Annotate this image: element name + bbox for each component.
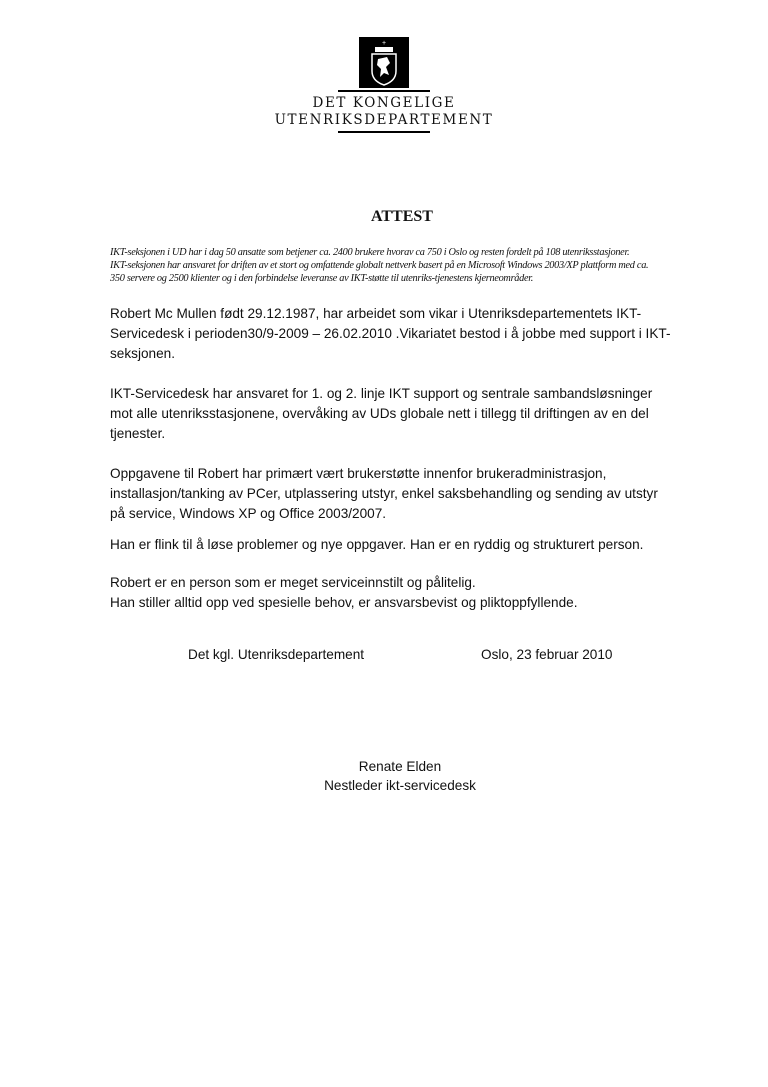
place-date: Oslo, 23 februar 2010 bbox=[481, 647, 613, 662]
paragraph-personality bbox=[110, 573, 710, 613]
org-name-line1: DET KONGELIGE bbox=[312, 95, 456, 111]
paragraph-employment bbox=[110, 304, 710, 364]
coat-of-arms-logo bbox=[359, 37, 409, 88]
text-line: Oppgavene til Robert har primært vært brukerstøtte innenfor brukeradministrasjon, bbox=[110, 466, 607, 481]
intro-line: IKT-seksjonen har ansvaret for driften av et stort og omfattende globalt nettverk basert på en Microsoft Windows 2003/XP plattform med ca. bbox=[110, 260, 649, 271]
text-line: Han stiller alltid opp ved spesielle behov, er ansvarsbevist og pliktoppfyllende. bbox=[110, 595, 578, 610]
text-line: Han er flink til å løse problemer og nye oppgaver. Han er en ryddig og strukturert person. bbox=[110, 537, 644, 552]
document-title: ATTEST bbox=[371, 208, 433, 225]
svg-text:+: + bbox=[381, 40, 387, 47]
text-line: Robert er en person som er meget serviceinnstilt og pålitelig. bbox=[110, 575, 476, 590]
signer-title: Nestleder ikt-servicedesk bbox=[324, 778, 476, 793]
intro-text bbox=[110, 246, 710, 285]
paragraph-skills bbox=[110, 535, 710, 555]
issuer: Det kgl. Utenriksdepartement bbox=[188, 647, 365, 662]
text-line: Servicedesk i perioden30/9-2009 – 26.02.2010 .Vikariatet bestod i å jobbe med support i IKT- bbox=[110, 326, 671, 341]
header-rule-top bbox=[338, 90, 430, 92]
org-name-line2: UTENRIKSDEPARTEMENT bbox=[274, 112, 494, 128]
intro-line: IKT-seksjonen i UD har i dag 50 ansatte som betjener ca. 2400 brukere hvorav ca 750 i Oslo og resten fordelt på 108 utenriksstasjoner. bbox=[110, 247, 630, 258]
text-line: tjenester. bbox=[110, 426, 166, 441]
text-line: installasjon/tanking av PCer, utplassering utstyr, enkel saksbehandling og sending av utstyr bbox=[110, 486, 658, 501]
signer-name: Renate Elden bbox=[358, 759, 442, 774]
text-line: Robert Mc Mullen født 29.12.1987, har arbeidet som vikar i Utenriksdepartementets IKT- bbox=[110, 306, 642, 321]
text-line: mot alle utenriksstasjonene, overvåking av UDs globale nett i tillegg til driftingen av en del bbox=[110, 406, 649, 421]
paragraph-servicedesk bbox=[110, 384, 710, 444]
intro-line: 350 servere og 2500 klienter og i den forbindelse leveranse av IKT-støtte til utenriks-tjenestens kjerneområder. bbox=[110, 273, 534, 284]
text-line: på service, Windows XP og Office 2003/2007. bbox=[110, 506, 387, 521]
text-line: seksjonen. bbox=[110, 346, 175, 361]
lion-shield-icon bbox=[359, 37, 409, 88]
text-line: IKT-Servicedesk har ansvaret for 1. og 2. linje IKT support og sentrale sambandsløsninger bbox=[110, 386, 653, 401]
paragraph-tasks bbox=[110, 464, 710, 524]
header-rule-bottom bbox=[338, 131, 430, 133]
